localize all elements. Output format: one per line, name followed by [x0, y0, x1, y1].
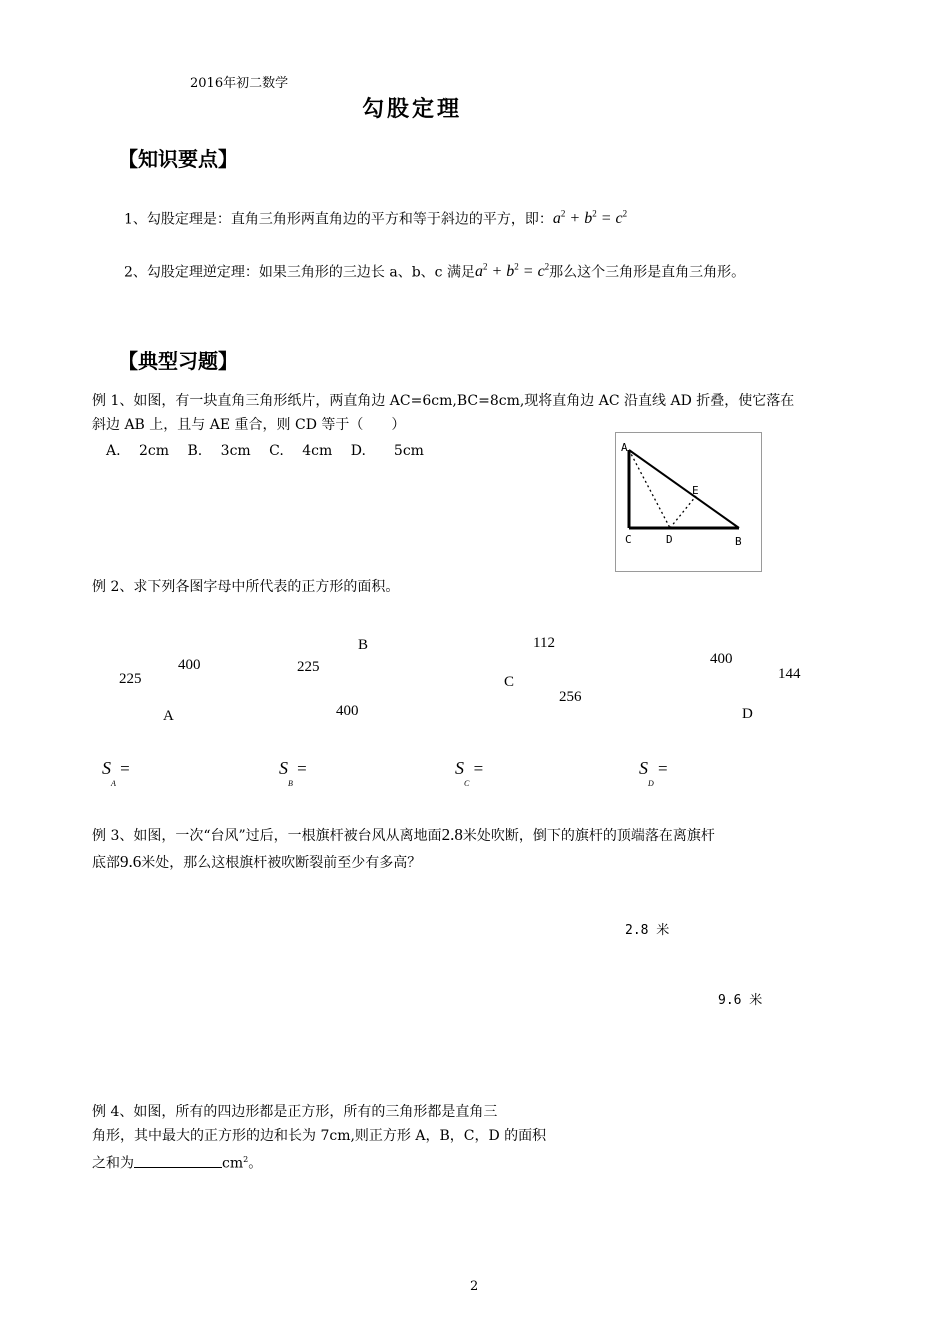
fold-line-ad	[629, 450, 670, 528]
fig4-value-144: 144	[778, 666, 801, 682]
section-exercises-heading: 【典型习题】	[118, 349, 238, 373]
figure-label-height: 2.8 米	[625, 923, 670, 938]
triangle-diagram	[616, 433, 761, 571]
fig1-letter-a: A	[163, 708, 174, 724]
theorem-point-2-text: 2、勾股定理逆定理：如果三角形的三边长 a、b、c 满足	[124, 264, 475, 281]
label-d: D	[666, 533, 673, 546]
fig3-value-112: 112	[533, 635, 555, 651]
example-3-line-1: 例 3、如图，一次“台风”过后，一根旗杆被台风从离地面2.8米处吹断，倒下的旗杆的顶端落在离旗杆	[92, 825, 715, 844]
fig2-value-400: 400	[336, 703, 359, 719]
label-e: E	[692, 484, 699, 497]
section-knowledge-heading: 【知识要点】	[118, 147, 238, 171]
label-c: C	[625, 533, 632, 546]
theorem-point-2	[124, 256, 745, 283]
example-3-line-2: 底部9.6米处，那么这根旗杆被吹断裂前至少有多高？	[92, 852, 422, 871]
answer-blank[interactable]	[134, 1153, 222, 1168]
example-4-line-3: 之和为 $cm^2$。	[92, 1149, 262, 1175]
label-b: B	[735, 535, 742, 548]
example-1-line-1: 例 1、如图，有一块直角三角形纸片，两直角边 AC=6cm,BC=8cm,现将直角边 AC 沿直线 AD 折叠，使它落在	[92, 393, 795, 409]
example-1-line-2: 斜边 AB 上，且与 AE 重合，则 CD 等于（ ）	[92, 417, 406, 433]
example-2-question: 例 2、求下列各图字母中所代表的正方形的面积。	[92, 579, 400, 595]
document-header: 2016年初二数学	[190, 76, 289, 91]
page-title: 勾股定理	[362, 96, 463, 122]
formula-1: $a^2 + b^2 = c^2$	[552, 209, 628, 228]
answer-sb: $S_B$ =	[279, 758, 307, 789]
fig3-letter-c: C	[504, 674, 515, 690]
answer-sc: $S_C$ =	[455, 758, 484, 789]
answer-sa: $S_A$ =	[102, 758, 130, 789]
fig4-letter-d: D	[742, 706, 753, 722]
answer-sd: $S_D$ =	[639, 758, 668, 789]
flagpole-break-height: 2.8	[441, 825, 463, 844]
fig4-value-400: 400	[710, 651, 733, 667]
page-number: 2	[470, 1279, 479, 1294]
fig2-letter-b: B	[358, 637, 369, 653]
fig1-value-225: 225	[119, 671, 142, 687]
theorem-point-1-text: 1、勾股定理是：直角三角形两直角边的平方和等于斜边的平方，即：	[124, 211, 553, 228]
example-4-line-1: 例 4、如图，所有的四边形都是正方形，所有的三角形都是直角三	[92, 1104, 498, 1120]
example-4-line-2: 角形，其中最大的正方形的边和长为 7cm,则正方形 A，B，C，D 的面积	[92, 1128, 547, 1144]
fig2-value-225: 225	[297, 659, 320, 675]
figure-label-distance: 9.6 米	[718, 993, 763, 1008]
flagpole-top-distance: 9.6	[120, 852, 142, 871]
example-1-triangle-figure	[615, 432, 762, 572]
label-a: A	[621, 441, 628, 454]
example-1-options: A. 2cm B. 3cm C. 4cm D. 5cm	[106, 443, 424, 459]
fig1-value-400: 400	[178, 657, 201, 673]
side-ab	[629, 450, 739, 528]
segment-de	[670, 496, 696, 528]
theorem-point-1	[124, 203, 627, 230]
theorem-point-2-suffix: 那么这个三角形是直角三角形。	[549, 264, 746, 281]
formula-2: $a^2 + b^2 = c^2$	[474, 262, 550, 281]
fig3-value-256: 256	[559, 689, 582, 705]
